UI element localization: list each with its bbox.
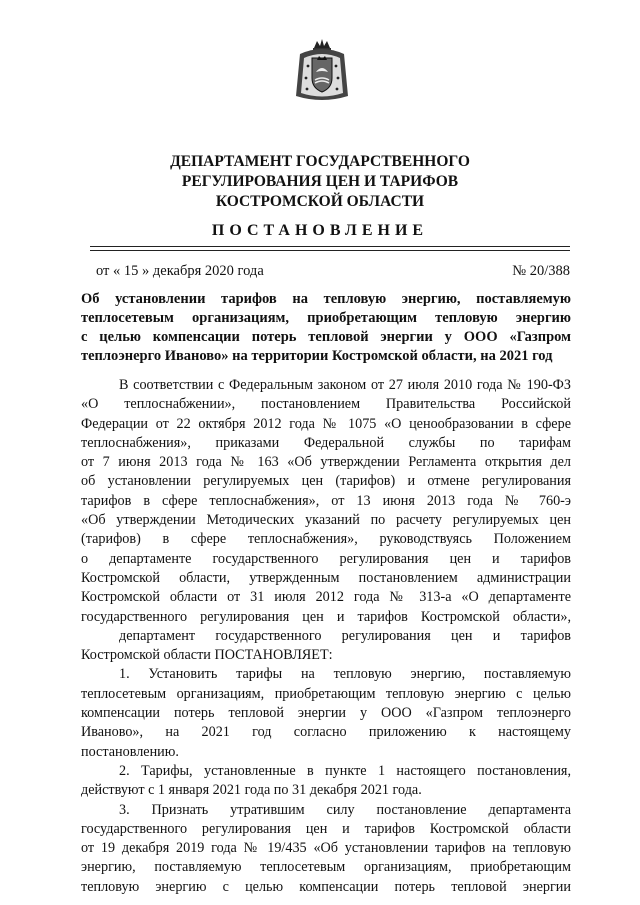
body-line: энергию, поставляемую теплосетевым организациям, приобретающим <box>81 859 571 876</box>
body-line: Костромской области от 31 июля 2012 года № 313-а «О департаменте <box>81 589 571 606</box>
subject-line: теплосетевым организациям, приобретающим тепловую энергию <box>81 310 571 326</box>
body-line: действуют с 1 января 2021 года по 31 декабря 2021 года. <box>81 782 422 799</box>
body-line: компенсации потерь тепловой энергии у ООО «Газпром теплоэнерго <box>81 705 571 722</box>
body-line: департамент государственного регулирования цен и тарифов <box>119 627 571 644</box>
organization-name <box>0 152 640 212</box>
subject-line: теплоэнерго Иваново» на территории Костромской области, на 2021 год <box>81 348 553 364</box>
subject-line: с целью компенсации потерь тепловой энергии у ООО «Газпром <box>81 329 571 345</box>
org-line-2: РЕГУЛИРОВАНИЯ ЦЕН И ТАРИФОВ <box>181 173 459 190</box>
subject-line: Об установлении тарифов на тепловую энергию, поставляемую <box>81 291 571 307</box>
body-line: «О теплоснабжении», постановлением Правительства Российской <box>81 396 571 413</box>
body-line: постановлению. <box>81 743 179 760</box>
coat-of-arms-icon <box>292 38 352 104</box>
body-line: Костромской области ПОСТАНОВЛЯЕТ: <box>81 647 333 664</box>
body-line: (тарифов) в сфере теплоснабжения», руководствуясь Положением <box>81 531 571 548</box>
body-line: 1. Установить тарифы на тепловую энергию, поставляемую <box>119 666 571 683</box>
header-divider <box>90 246 570 247</box>
body-line: Костромской области, утвержденным постановлением администрации <box>81 569 571 586</box>
date-number-line <box>96 262 570 280</box>
body-line: 2. Тарифы, установленные в пункте 1 настоящего постановления, <box>119 762 571 779</box>
document-body <box>81 376 571 897</box>
body-line: от 7 июня 2013 года № 163 «Об утверждении Регламента открытия дел <box>81 454 571 471</box>
body-line: Федерации от 22 октября 2012 года № 1075 «О ценообразовании в сфере <box>81 415 571 432</box>
org-line-3: КОСТРОМСКОЙ ОБЛАСТИ <box>215 193 425 210</box>
document-subject <box>81 290 571 366</box>
body-line: тепловую энергию с целью компенсации потерь тепловой энергии <box>81 878 571 895</box>
body-line: о департаменте государственного регулирования цен и тарифов <box>81 550 571 567</box>
body-line: государственного регулирования цен и тарифов Костромской области <box>81 820 571 837</box>
body-line: Иваново», на 2021 год согласно приложению к настоящему <box>81 724 571 741</box>
body-line: тарифов в сфере теплоснабжения», от 13 июня 2013 года № 760-э <box>81 492 571 509</box>
body-line: теплосетевым организациям, приобретающим тепловую энергию с целью <box>81 685 571 702</box>
body-line: от 19 декабря 2019 года № 19/435 «Об установлении тарифов на тепловую <box>81 840 571 857</box>
body-line: государственного регулирования цен и тарифов Костромской области», <box>81 608 571 625</box>
document-number: № 20/388 <box>512 263 570 279</box>
body-line: 3. Признать утратившим силу постановление департамента <box>119 801 571 818</box>
body-line: об установлении регулируемых цен (тарифов) и отмене регулирования <box>81 473 571 490</box>
document-type: ПОСТАНОВЛЕНИЕ <box>211 222 429 239</box>
header-divider-thin <box>90 250 570 251</box>
document-date: от « 15 » декабря 2020 года <box>96 263 264 279</box>
body-line: «Об утверждении Методических указаний по расчету регулируемых цен <box>81 512 571 529</box>
body-line: В соответствии с Федеральным законом от 27 июля 2010 года № 190-ФЗ <box>119 377 571 393</box>
org-line-1: ДЕПАРТАМЕНТ ГОСУДАРСТВЕННОГО <box>170 153 470 170</box>
body-line: теплоснабжения», приказами Федеральной службы по тарифам <box>81 434 571 451</box>
